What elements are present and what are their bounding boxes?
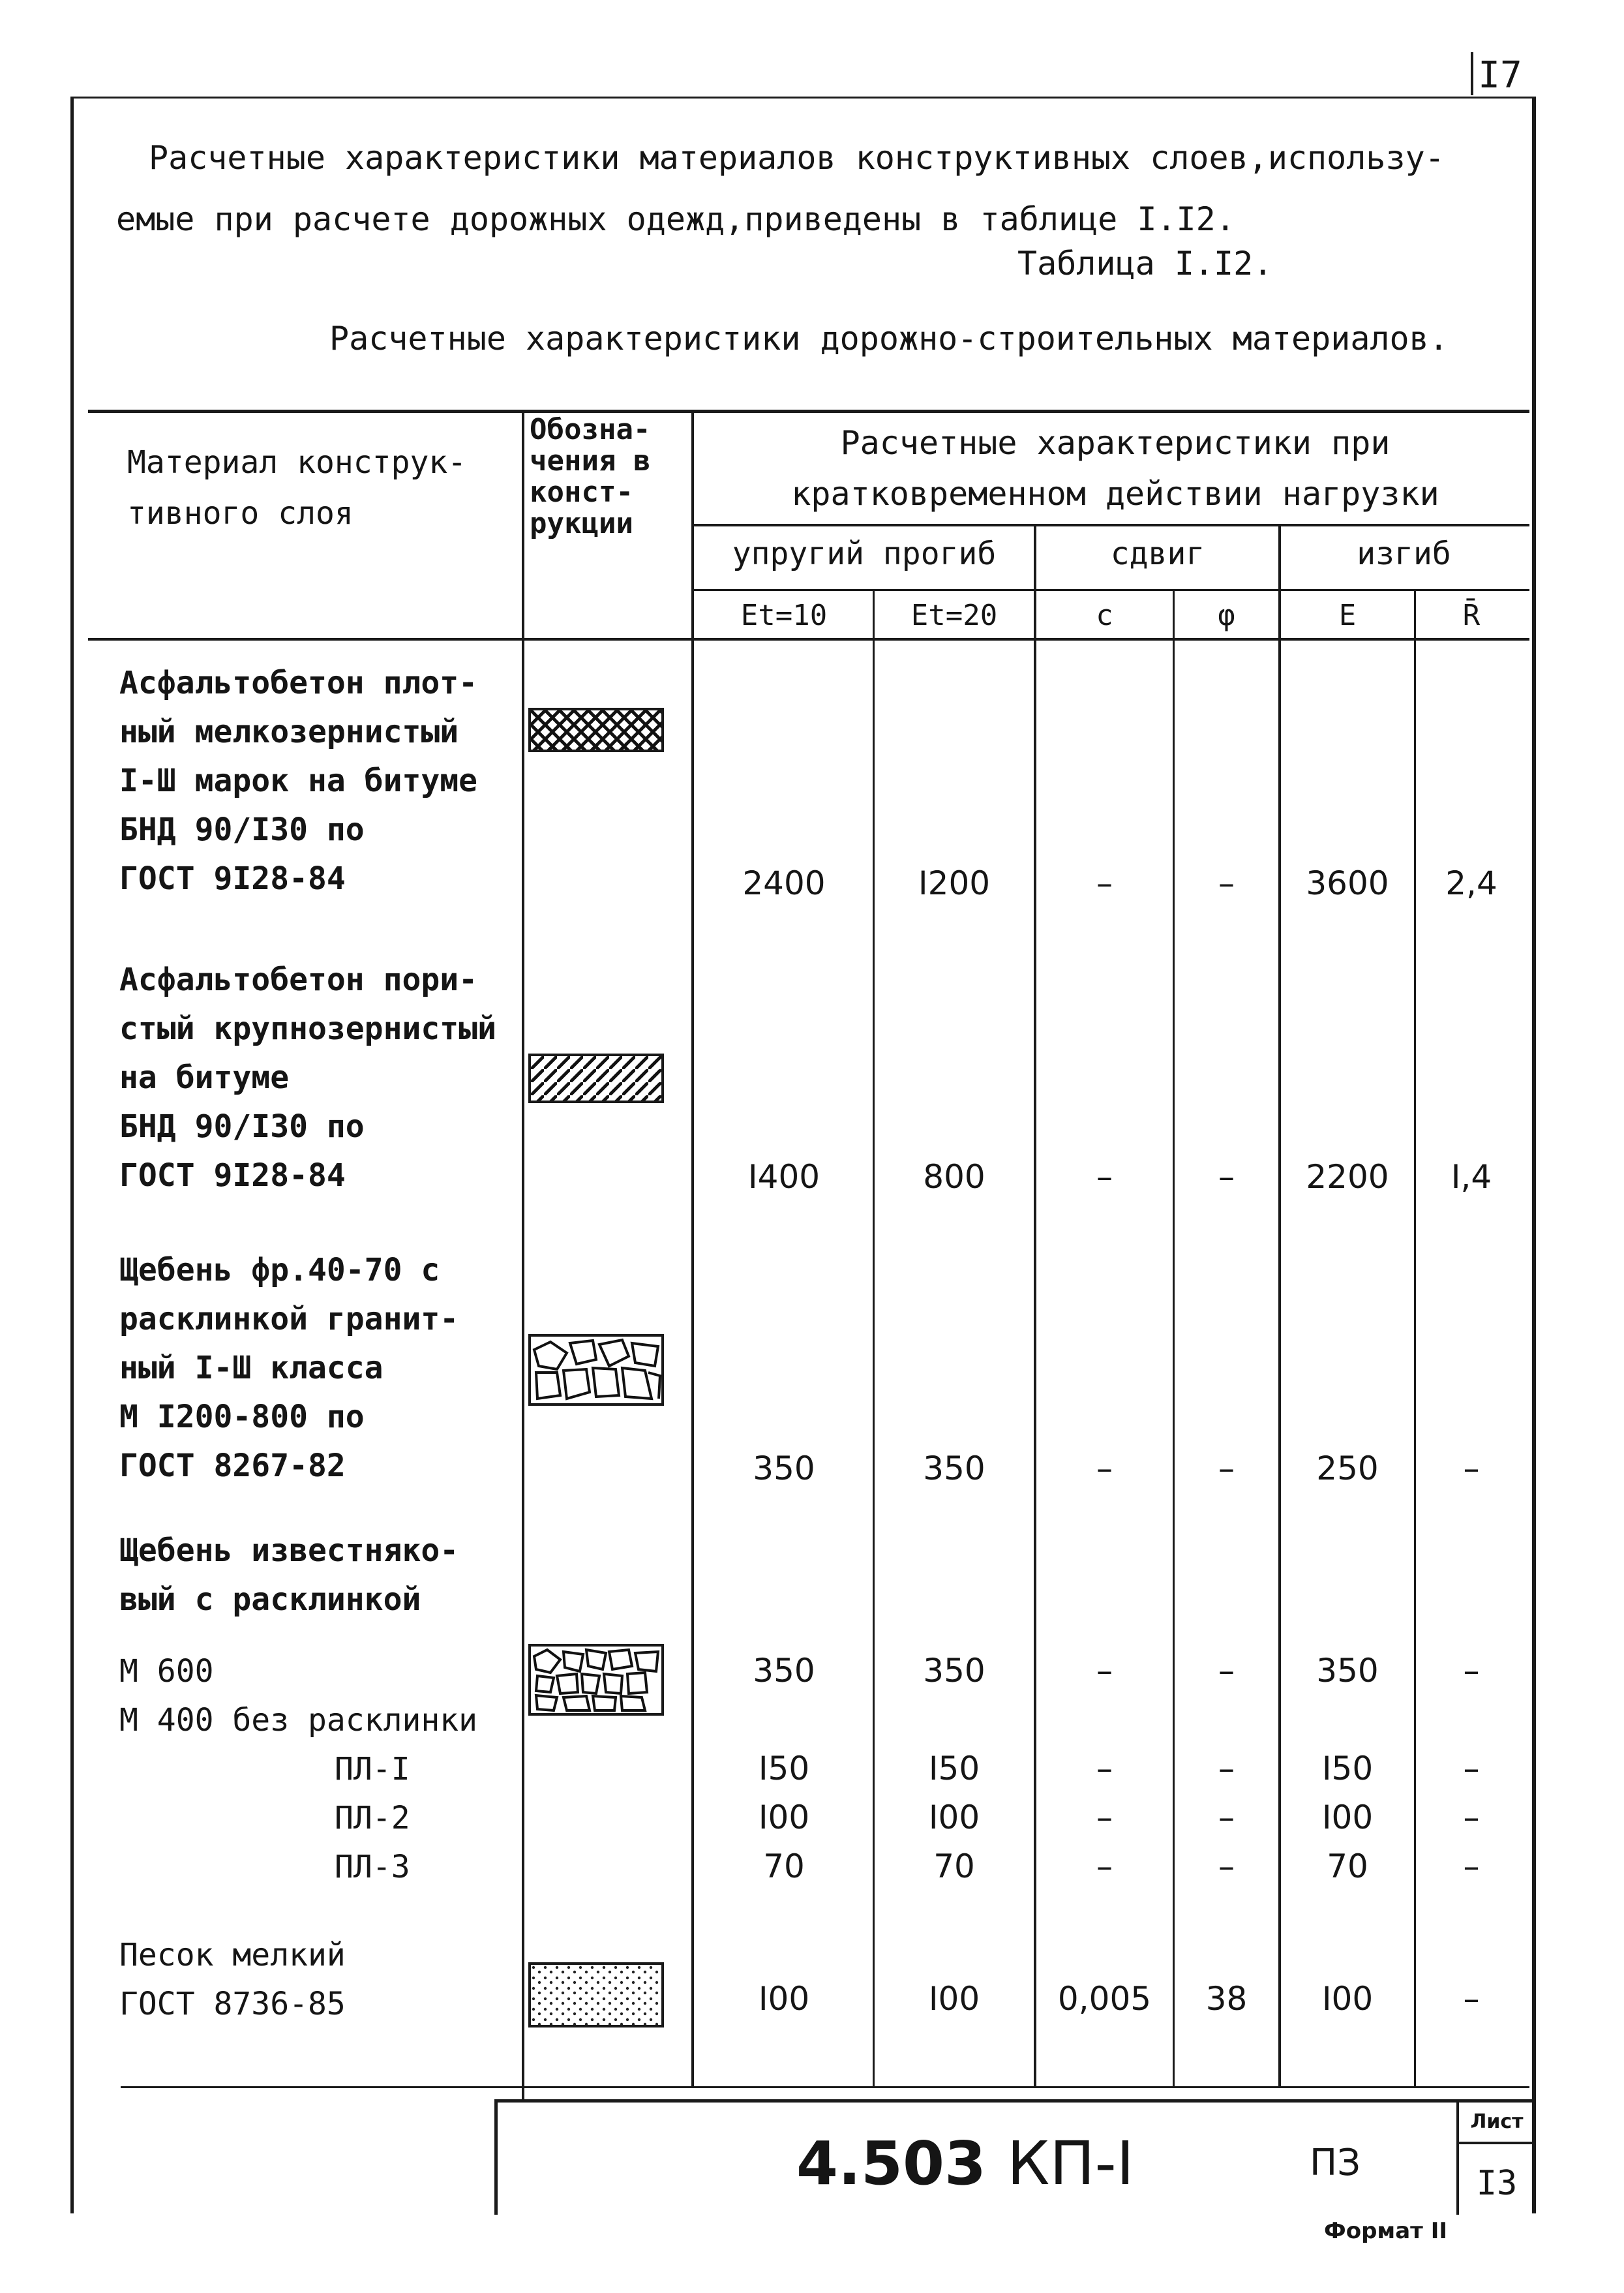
material-line: БНД 90/I30 по: [119, 812, 365, 848]
value-et10: 350: [753, 1450, 815, 1487]
header-rule-1: [691, 524, 1529, 526]
material-pl3: ПЛ-3: [335, 1849, 410, 1885]
value-et10: 70: [763, 1847, 805, 1885]
material-line: Щебень фр.40-70 с: [119, 1252, 440, 1288]
value-phi: –: [1218, 1750, 1235, 1787]
value-et20: I50: [928, 1750, 980, 1787]
document-code: [796, 2129, 1134, 2198]
material-fine-sand: [119, 1931, 524, 2029]
value-r: –: [1463, 1799, 1480, 1836]
value-et20: I200: [918, 864, 991, 902]
value-r: –: [1463, 1847, 1480, 1885]
material-line: ный мелкозернистый: [119, 714, 459, 750]
value-et20: 800: [923, 1158, 985, 1196]
material-line: М I200-800 по: [119, 1399, 365, 1435]
sub-header-phi: φ: [1218, 599, 1235, 632]
sub-header-et10: Et=10: [740, 599, 828, 632]
sheet-value: I3: [1456, 2144, 1535, 2215]
title-block: [494, 2099, 1532, 2215]
sheet-label: Лист: [1456, 2103, 1535, 2144]
value-c: –: [1096, 1652, 1113, 1690]
value-et10: 2400: [742, 864, 826, 902]
material-m400: М 400 без расклинки: [119, 1702, 478, 1739]
value-r: –: [1463, 1980, 1480, 2018]
document-mark: ПЗ: [1310, 2142, 1361, 2184]
header-shear: сдвиг: [1110, 536, 1205, 572]
value-r: 2,4: [1445, 864, 1497, 902]
table-title: Расчетные характеристики дорожно-строительных материалов.: [329, 320, 1449, 357]
value-e: 2200: [1306, 1158, 1389, 1196]
header-bend: изгиб: [1357, 536, 1451, 572]
document-code-suffix: КП-I: [1007, 2129, 1134, 2198]
material-line: стый крупнозернистый: [119, 1010, 496, 1047]
header-designation: Обозна-чения в конст-рукции: [530, 413, 651, 540]
table-number: Таблица I.I2.: [1017, 245, 1273, 282]
value-phi: –: [1218, 1158, 1235, 1196]
value-phi: –: [1218, 1847, 1235, 1885]
document-code-number: 4.503: [796, 2129, 987, 2198]
value-phi: –: [1218, 1652, 1235, 1690]
value-c: 0,005: [1057, 1980, 1152, 2018]
sub-header-e: E: [1338, 599, 1357, 632]
intro-paragraph: [116, 127, 1505, 238]
sub-header-r: R̄: [1462, 599, 1481, 632]
sand-dots-pattern-icon: [528, 1962, 664, 2027]
format-label: Формат II: [1324, 2218, 1447, 2244]
value-phi: 38: [1205, 1980, 1248, 2018]
material-pl2: ПЛ-2: [335, 1800, 410, 1836]
value-e: 3600: [1306, 864, 1389, 902]
material-line: Асфальтобетон пори-: [119, 962, 478, 998]
table-top-rule: [88, 410, 1529, 413]
material-line: Щебень известняко-: [119, 1532, 459, 1569]
material-crushed-limestone: [119, 1526, 524, 1624]
value-c: –: [1096, 1750, 1113, 1787]
material-m600: М 600: [119, 1653, 214, 1690]
intro-line-1: Расчетные характеристики материалов конструктивных слоев,использу-: [149, 139, 1445, 177]
material-asphalt-porous: [119, 956, 524, 1200]
material-crushed-granite: [119, 1246, 524, 1491]
header-characteristics: Расчетные характеристики при кратковременном действии нагрузки: [791, 424, 1439, 513]
value-et20: I00: [928, 1799, 980, 1836]
material-line: вый с расклинкой: [119, 1581, 421, 1618]
intro-line-2: емые при расчете дорожных одежд,приведены в таблице I.I2.: [116, 200, 1235, 238]
value-c: –: [1096, 1847, 1113, 1885]
header-material: Материал конструк-тивного слоя: [127, 444, 467, 532]
value-e: I50: [1321, 1750, 1374, 1787]
value-phi: –: [1218, 1799, 1235, 1836]
material-line: Песок мелкий: [119, 1937, 346, 1973]
crosshatch-pattern-icon: [528, 708, 664, 752]
material-pl1: ПЛ-I: [335, 1751, 410, 1787]
value-et20: I00: [928, 1980, 980, 2018]
value-phi: –: [1218, 864, 1235, 902]
value-et10: I00: [758, 1799, 810, 1836]
header-rule-2: [691, 589, 1529, 591]
value-et10: I400: [747, 1158, 820, 1196]
material-line: ГОСТ 8267-82: [119, 1448, 346, 1484]
header-bottom-rule: [88, 638, 1529, 641]
crushed-stone-pattern-icon: [528, 1334, 664, 1406]
material-line: ГОСТ 9I28-84: [119, 1157, 346, 1194]
value-r: –: [1463, 1750, 1480, 1787]
material-asphalt-dense: [119, 659, 524, 904]
diagonal-hatch-pattern-icon: [528, 1054, 664, 1103]
table-bottom-rule: [121, 2086, 1529, 2088]
value-r: –: [1463, 1450, 1480, 1487]
limestone-pattern-icon: [528, 1644, 664, 1716]
value-phi: –: [1218, 1450, 1235, 1487]
value-e: 70: [1327, 1847, 1368, 1885]
value-e: 250: [1316, 1450, 1379, 1487]
value-et10: 350: [753, 1652, 815, 1690]
value-c: –: [1096, 1450, 1113, 1487]
value-et10: I50: [758, 1750, 810, 1787]
value-c: –: [1096, 1158, 1113, 1196]
value-et20: 70: [933, 1847, 975, 1885]
value-c: –: [1096, 864, 1113, 902]
material-line: расклинкой гранит-: [119, 1301, 459, 1337]
material-line: БНД 90/I30 по: [119, 1108, 365, 1145]
material-line: ГОСТ 9I28-84: [119, 860, 346, 897]
value-c: –: [1096, 1799, 1113, 1836]
value-r: I,4: [1451, 1158, 1492, 1196]
value-e: I00: [1321, 1980, 1374, 2018]
material-line: ГОСТ 8736-85: [119, 1986, 346, 2022]
material-line: на битуме: [119, 1059, 290, 1096]
sheet-number: I7: [1471, 52, 1527, 95]
value-et10: I00: [758, 1980, 810, 2018]
value-e: 350: [1316, 1652, 1379, 1690]
header-elastic: упругий прогиб: [732, 536, 997, 572]
value-e: I00: [1321, 1799, 1374, 1836]
sub-header-et20: Et=20: [910, 599, 998, 632]
material-line: Асфальтобетон плот-: [119, 665, 478, 701]
material-line: ный I-Ш класса: [119, 1350, 383, 1386]
sub-header-c: c: [1096, 599, 1113, 632]
value-r: –: [1463, 1652, 1480, 1690]
material-line: I-Ш марок на битуме: [119, 763, 478, 799]
value-et20: 350: [923, 1652, 985, 1690]
value-et20: 350: [923, 1450, 985, 1487]
